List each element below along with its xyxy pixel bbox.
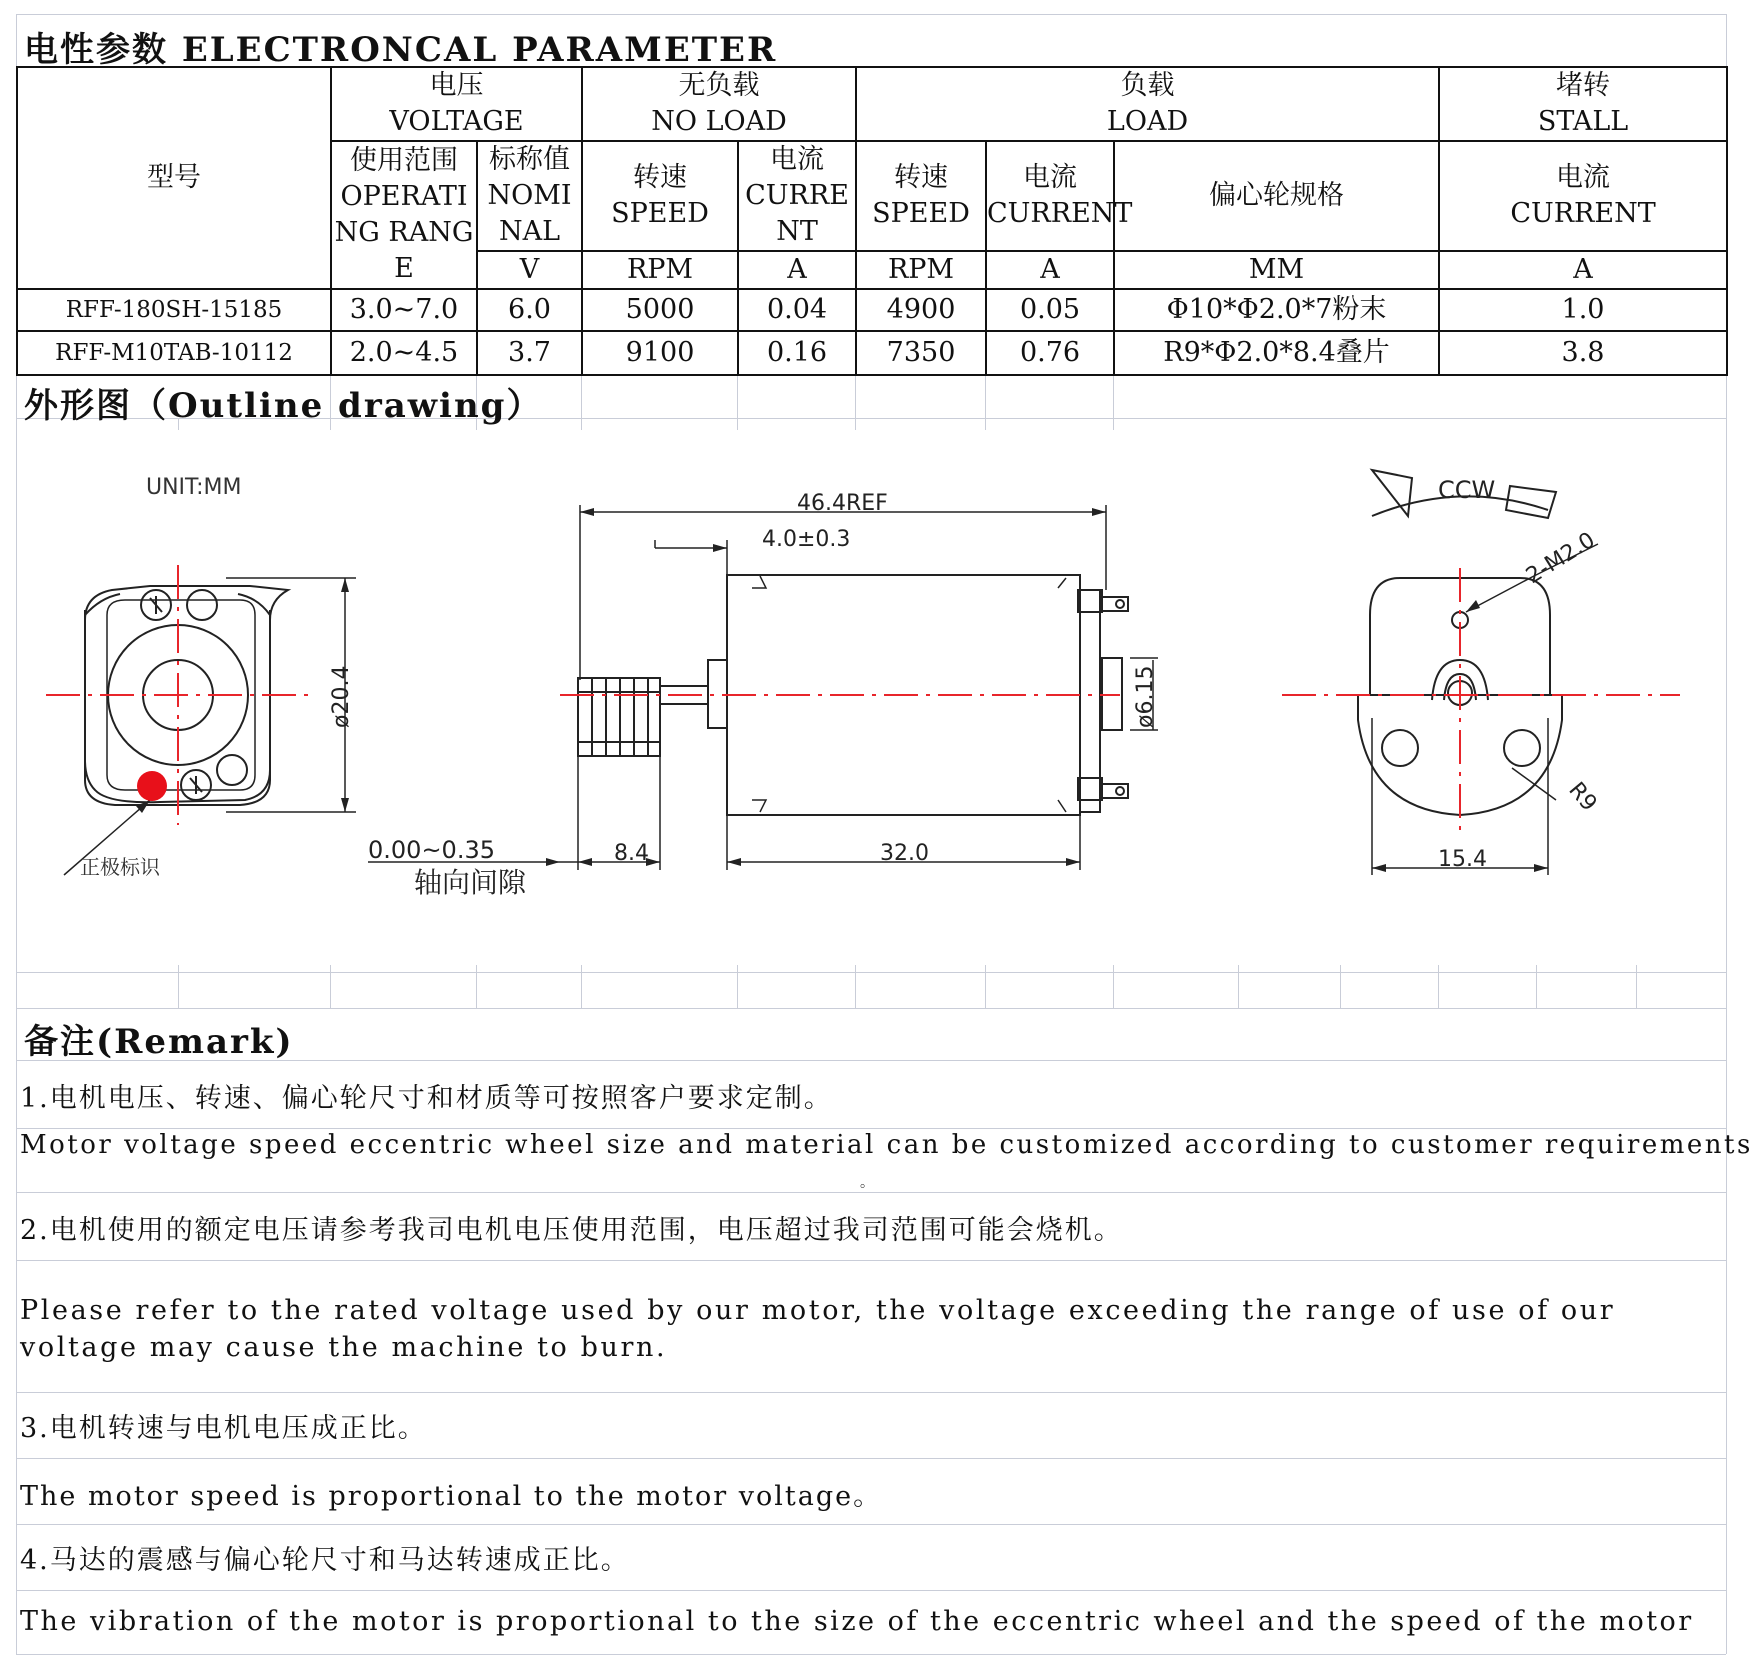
noload-current-cell: 0.04 xyxy=(738,289,856,331)
eccentric-cell: Φ10*Φ2.0*7粉末 xyxy=(1114,289,1439,331)
sheet-gridline xyxy=(16,1192,1726,1193)
noload-speed-cell: 5000 xyxy=(582,289,738,331)
load-current-header: 电流 CURRENT xyxy=(986,141,1114,251)
unit-rpm: RPM xyxy=(582,251,738,289)
sheet-gridline xyxy=(16,1654,1726,1655)
remark-item: Motor voltage speed eccentric wheel size and material can be customized according to customer requirements xyxy=(20,1130,1753,1160)
remark-item: The vibration of the motor is proportional to the size of the eccentric wheel and the speed of the motor xyxy=(20,1606,1694,1637)
nominal-header: 标称值 NOMINAL xyxy=(477,141,582,251)
remark-item: 1.电机电压、转速、偏心轮尺寸和材质等可按照客户要求定制。 xyxy=(20,1083,833,1114)
wheel-length-dim: 8.4 xyxy=(614,841,649,866)
load-header: 负载 LOAD xyxy=(856,67,1439,141)
body-length-dim: 32.0 xyxy=(880,841,929,866)
positive-marker xyxy=(137,771,167,801)
sheet-gridline xyxy=(16,1524,1726,1525)
range-cell: 3.0~7.0 xyxy=(331,289,477,331)
model-cell: RFF-M10TAB-10112 xyxy=(17,331,331,375)
sheet-gridline xyxy=(16,1128,1726,1129)
remark-section-title: 备注(Remark) xyxy=(24,1022,294,1062)
sheet-gridline xyxy=(16,1392,1726,1393)
unit-a: A xyxy=(738,251,856,289)
voltage-header: 电压 VOLTAGE xyxy=(331,67,582,141)
dimension-lines xyxy=(64,505,1598,875)
sheet-gridline xyxy=(16,1260,1726,1261)
stall-header: 堵转 STALL xyxy=(1439,67,1727,141)
positive-mark-label: 正极标识 xyxy=(80,855,160,879)
outline-section-title: 外形图（Outline drawing） xyxy=(24,386,543,426)
electrical-section-title: 电性参数 ELECTRONCAL PARAMETER xyxy=(24,30,778,70)
load-speed-cell: 7350 xyxy=(856,331,986,375)
overall-length-dim: 46.4REF xyxy=(797,491,888,516)
noload-current-header: 电流 CURRENT xyxy=(738,141,856,251)
radius-dim: R9 xyxy=(1563,777,1602,817)
nominal-cell: 3.7 xyxy=(477,331,582,375)
noload-header: 无负载 NO LOAD xyxy=(582,67,856,141)
stall-current-cell: 1.0 xyxy=(1439,289,1727,331)
screw-hole-dim: 2-M2.0 xyxy=(1521,527,1600,590)
remark-item: 2.电机使用的额定电压请参考我司电机电压使用范围，电压超过我司范围可能会烧机。 xyxy=(20,1215,1123,1246)
remark-item: 4.马达的震感与偏心轮尺寸和马达转速成正比。 xyxy=(20,1545,630,1576)
model-cell: RFF-180SH-15185 xyxy=(17,289,331,331)
rotation-label: CCW xyxy=(1438,476,1496,504)
operating-range-header: 使用范围 OPERATING RANGE xyxy=(331,141,477,289)
range-cell: 2.0~4.5 xyxy=(331,331,477,375)
model-header: 型号 xyxy=(17,67,331,289)
eccentric-header: 偏心轮规格 xyxy=(1114,141,1439,251)
unit-rpm: RPM xyxy=(856,251,986,289)
load-speed-header: 转速 SPEED xyxy=(856,141,986,251)
sheet-gridline xyxy=(16,1458,1726,1459)
remark-item: The motor speed is proportional to the motor voltage。 xyxy=(20,1481,883,1512)
flat-width-dim: 15.4 xyxy=(1438,847,1487,872)
remark-item: 。 xyxy=(860,1175,876,1191)
boss-length-dim: 4.0±0.3 xyxy=(762,527,851,552)
axial-gap-label: 轴向间隙 xyxy=(414,866,527,899)
nominal-cell: 6.0 xyxy=(477,289,582,331)
noload-speed-header: 转速 SPEED xyxy=(582,141,738,251)
noload-current-cell: 0.16 xyxy=(738,331,856,375)
load-current-cell: 0.05 xyxy=(986,289,1114,331)
unit-a: A xyxy=(1439,251,1727,289)
unit-a: A xyxy=(986,251,1114,289)
unit-mm: MM xyxy=(1114,251,1439,289)
remark-item: Please refer to the rated voltage used by our motor, the voltage exceeding the range of use of our voltage may cause the machine to burn. xyxy=(20,1295,1616,1363)
stall-current-cell: 3.8 xyxy=(1439,331,1727,375)
axial-gap-dim: 0.00~0.35 xyxy=(368,836,495,864)
sheet-gridline xyxy=(16,1590,1726,1591)
load-current-cell: 0.76 xyxy=(986,331,1114,375)
sheet-gridline xyxy=(16,1008,1726,1009)
noload-speed-cell: 9100 xyxy=(582,331,738,375)
load-speed-cell: 4900 xyxy=(856,289,986,331)
unit-v: V xyxy=(477,251,582,289)
center-lines xyxy=(46,565,1680,830)
bearing-diameter-dim: ø6.15 xyxy=(1133,665,1158,728)
stall-current-header: 电流 CURRENT xyxy=(1439,141,1727,251)
eccentric-cell: R9*Φ2.0*8.4叠片 xyxy=(1114,331,1439,375)
body-diameter-dim: ø20.4 xyxy=(329,665,354,728)
unit-label: UNIT:MM xyxy=(146,475,242,500)
remark-item: 3.电机转速与电机电压成正比。 xyxy=(20,1413,427,1444)
